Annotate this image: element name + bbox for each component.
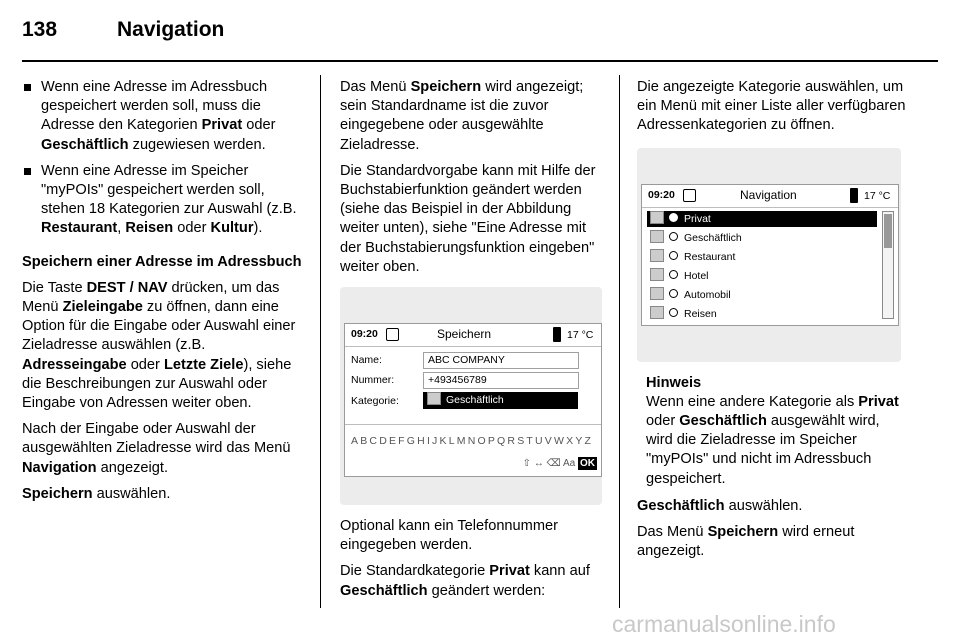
clock-time: 09:20	[648, 188, 675, 201]
paragraph	[22, 420, 306, 478]
phone-icon	[553, 327, 561, 342]
paragraph	[340, 562, 606, 600]
screen-title: Navigation	[740, 187, 797, 202]
menu-name: Speichern	[410, 79, 482, 95]
term-geschaeftlich: Geschäftlich	[637, 497, 725, 514]
radio-selected-icon	[669, 213, 678, 222]
radio-icon	[669, 270, 678, 279]
paragraph	[637, 497, 909, 516]
text: zugewiesen werden.	[128, 136, 266, 153]
bullet-square-icon	[24, 84, 31, 91]
section-heading: Speichern einer Adresse im Adressbuch	[22, 253, 302, 270]
temperature: 17 °C	[864, 189, 891, 202]
paragraph: Die angezeigte Kategorie auswählen, um ein Menü mit einer Liste aller verfügbaren Adressenkategorien zu öffnen.	[637, 79, 906, 134]
category-item-automobil[interactable]	[647, 287, 877, 303]
scrollbar[interactable]	[882, 211, 894, 319]
category-value: Geschäftlich	[446, 394, 504, 407]
clock-icon	[683, 189, 696, 202]
ok-button[interactable]: OK	[580, 458, 595, 470]
page-title: Navigation	[117, 18, 225, 41]
speller-function-keys[interactable]: ⇧ ↔ ⌫ Aa	[522, 458, 576, 470]
text: zu öffnen, dann eine Option für die Eingabe oder Auswahl einer Zieladresse auswählen (z.B.	[22, 299, 296, 354]
number-field[interactable]: +493456789	[423, 372, 579, 389]
column-1	[22, 78, 306, 511]
radio-icon	[669, 308, 678, 317]
category-item-privat[interactable]	[647, 211, 877, 227]
key-name: DEST / NAV	[86, 279, 168, 296]
text: ).	[253, 220, 263, 237]
menu-name: Speichern	[707, 524, 779, 541]
category-item-reisen[interactable]	[647, 306, 877, 322]
text: Das Menü	[340, 79, 411, 95]
category-label: Automobil	[684, 288, 731, 301]
paragraph	[22, 485, 306, 504]
figure-category-list	[637, 148, 901, 362]
radio-icon	[669, 232, 678, 241]
bullet-square-icon	[24, 168, 31, 175]
category-label: Privat	[684, 212, 711, 225]
header-rule	[22, 60, 938, 62]
navigation-category-screen	[641, 184, 899, 326]
text: Das Menü	[637, 524, 708, 541]
name-field[interactable]: ABC COMPANY	[423, 352, 579, 369]
category-label: Reisen	[684, 307, 717, 320]
hint-box	[637, 374, 909, 489]
text: oder	[646, 413, 680, 430]
term-kultur: Kultur	[210, 220, 254, 237]
category-icon	[650, 230, 664, 243]
figure-speichern	[340, 287, 602, 505]
text: wird angezeigt; sein Standardname ist die zuvor eingegebene oder ausgewählte Zieladresse.	[340, 79, 584, 153]
watermark: carmanualsonline.info	[612, 611, 836, 637]
hint-title: Hinweis	[646, 374, 702, 391]
category-item-hotel[interactable]	[647, 268, 877, 284]
text: oder	[173, 220, 211, 237]
speller-alphabet[interactable]: ABCDEFGHIJKLMNOPQRSTUVWXYZ	[351, 435, 594, 448]
text: angezeigt.	[96, 459, 169, 476]
term-geschaeftlich: Geschäftlich	[41, 136, 129, 153]
paragraph	[637, 523, 909, 561]
text: ,	[117, 220, 126, 237]
option-name: Adresseingabe	[22, 356, 127, 373]
clock-icon	[386, 328, 399, 341]
text: auswählen.	[724, 497, 803, 514]
radio-icon	[669, 289, 678, 298]
text: ausgewählt wird, wird die Zieladresse im Speicher "myPOIs" und nicht im Adressbuch gespeichert.	[646, 413, 880, 487]
category-icon	[650, 211, 664, 224]
term-geschaeftlich: Geschäftlich	[679, 413, 767, 430]
term-privat: Privat	[201, 117, 243, 134]
bullet-item-2	[22, 162, 306, 239]
column-2	[340, 78, 606, 608]
term-privat: Privat	[858, 393, 899, 410]
phone-icon	[850, 188, 858, 203]
menu-name: Speichern	[22, 485, 93, 502]
term-restaurant: Restaurant	[41, 220, 118, 237]
name-label: Name:	[351, 354, 382, 367]
screen-status-bar	[642, 185, 898, 208]
paragraph	[22, 279, 306, 413]
text: Wenn eine andere Kategorie als	[646, 393, 859, 410]
hint-text	[646, 393, 909, 489]
category-icon	[650, 287, 664, 300]
category-label: Geschäftlich	[684, 231, 742, 244]
temperature: 17 °C	[567, 329, 594, 342]
category-icon	[650, 306, 664, 319]
category-icon	[650, 268, 664, 281]
text: geändert werden:	[427, 582, 546, 599]
paragraph	[340, 78, 606, 155]
category-select[interactable]	[423, 392, 578, 409]
term-reisen: Reisen	[125, 220, 174, 237]
term-geschaeftlich: Geschäftlich	[340, 582, 428, 599]
category-icon	[650, 249, 664, 262]
category-label: Hotel	[684, 269, 709, 282]
bullet-item-1	[22, 78, 306, 155]
menu-name: Navigation	[22, 459, 97, 476]
page-number: 138	[22, 18, 58, 41]
text: oder	[242, 117, 276, 134]
text: kann auf	[529, 563, 590, 580]
category-item-geschaeftlich[interactable]	[647, 230, 877, 246]
screen-title: Speichern	[437, 327, 492, 342]
text: Wenn eine Adresse im Adressbuch gespeichert werden soll, muss die Adresse den Kategorien	[41, 79, 268, 134]
radio-icon	[669, 251, 678, 260]
column-3	[637, 78, 909, 568]
option-name: Letzte Ziele	[163, 356, 244, 373]
scrollbar-thumb[interactable]	[884, 214, 892, 248]
speller-keys[interactable]	[523, 457, 597, 470]
column-divider-2	[619, 75, 620, 608]
column-divider-1	[320, 75, 321, 608]
screen-status-bar	[345, 324, 601, 347]
text: wird erneut angezeigt.	[637, 524, 855, 560]
text: Wenn eine Adresse im Speicher "myPOIs" gespeichert werden soll, stehen 18 Kategorien zur Auswahl (z.B.	[41, 162, 297, 218]
category-label: Restaurant	[684, 250, 736, 263]
text: Nach der Eingabe oder Auswahl der ausgewählten Zieladresse wird das Menü	[22, 421, 291, 457]
text: Die Taste	[22, 279, 87, 296]
paragraph: Die Standardvorgabe kann mit Hilfe der Buchstabierfunktion geändert werden (siehe das Beispiel in der Abbildung weiter unten), siehe "Eine Adresse mit der Buchstabierungsfunktion eingeben" weiter oben.	[340, 162, 596, 275]
term-privat: Privat	[489, 563, 530, 580]
speichern-screen	[344, 323, 602, 477]
text: ), siehe die Beschreibungen zur Auswahl oder Eingabe von Adressen weiter oben.	[22, 356, 292, 412]
text: drücken, um das Menü	[22, 279, 280, 316]
folder-icon	[427, 392, 441, 405]
clock-time: 09:20	[351, 328, 378, 341]
separator	[345, 424, 601, 425]
menu-name: Zieleingabe	[62, 299, 143, 316]
category-label: Kategorie:	[351, 395, 399, 408]
number-label: Nummer:	[351, 374, 395, 387]
text: Die Standardkategorie	[340, 563, 490, 580]
category-item-restaurant[interactable]	[647, 249, 877, 265]
text: auswählen.	[92, 485, 171, 502]
text: oder	[126, 356, 164, 373]
paragraph: Optional kann ein Telefonnummer eingegeben werden.	[340, 518, 558, 554]
